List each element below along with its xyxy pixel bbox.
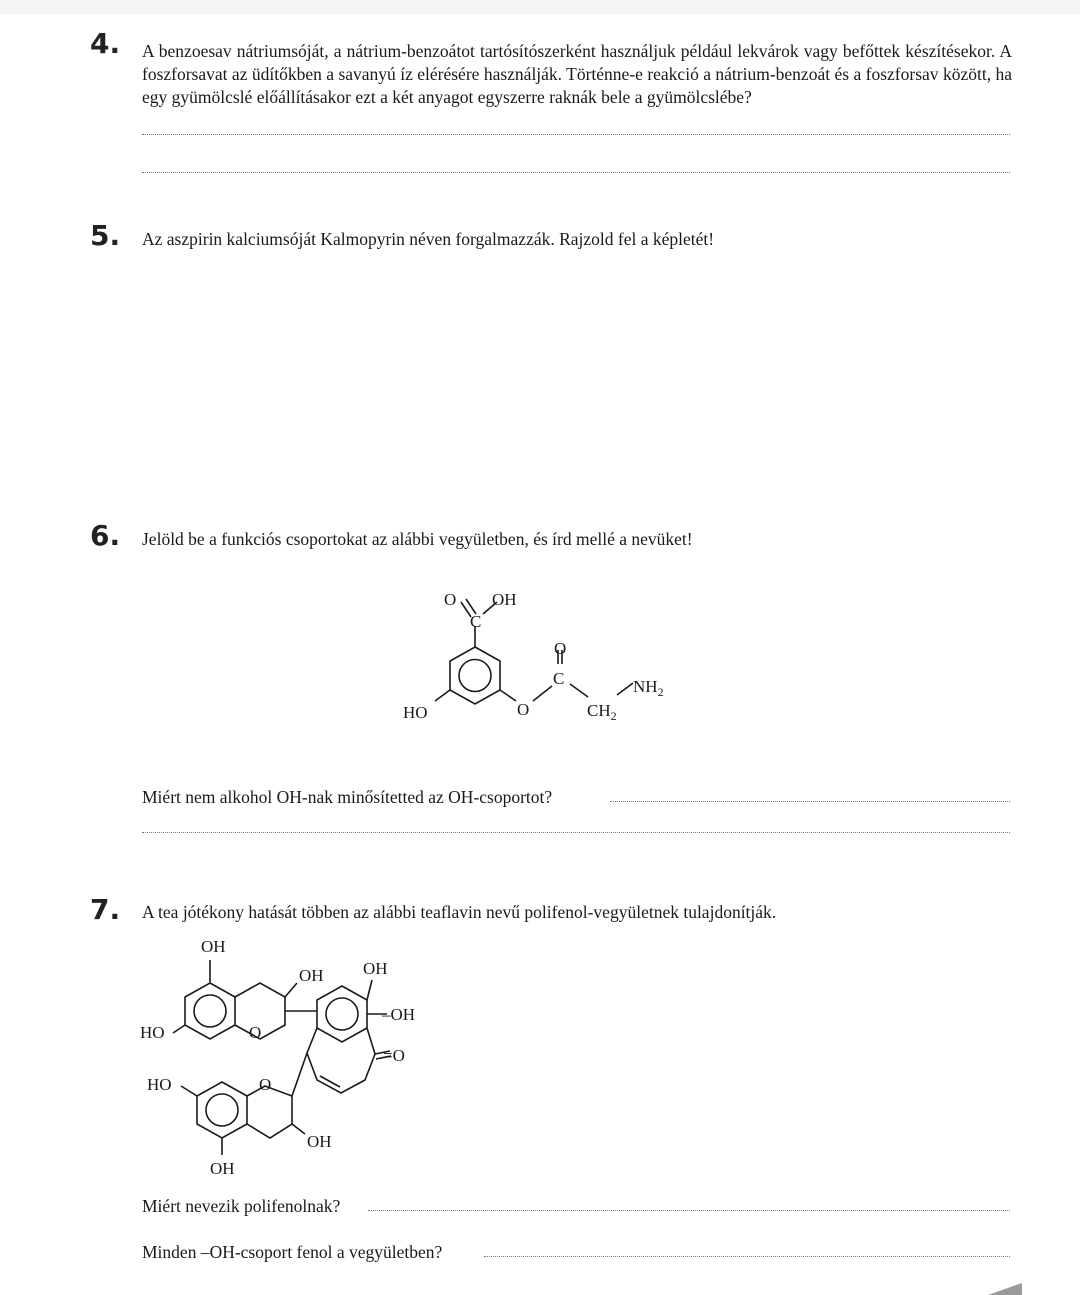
question-5-number: 5. xyxy=(90,219,121,252)
label-oh-right: –OH xyxy=(382,1005,416,1024)
question-6-number: 6. xyxy=(90,519,121,552)
answer-line-q7-1[interactable] xyxy=(368,1210,1010,1211)
page-top-edge xyxy=(0,0,1080,14)
label-acid-c: C xyxy=(470,612,482,631)
label-acid-oh: OH xyxy=(492,590,517,609)
question-4-number: 4. xyxy=(90,27,121,60)
label-ho-q6: HO xyxy=(403,703,428,722)
aromatic-circle-q6 xyxy=(459,660,491,692)
label-ch2: $CH_2$ xyxy=(587,701,617,723)
label-ho-lower: HO xyxy=(147,1075,172,1094)
answer-line-q4-2[interactable] xyxy=(142,172,1010,173)
question-5-text: Az aszpirin kalciumsóját Kalmopyrin néven forgalmazzák. Rajzold fel a képletét! xyxy=(142,229,715,249)
question-7-text: A tea jótékony hatását többen az alábbi teaflavin nevű polifenol-vegyületnek tulajdonítják. xyxy=(142,902,777,922)
label-carbonyl-o: O xyxy=(444,590,457,609)
drawing-area-q5[interactable] xyxy=(142,262,1010,512)
label-oh-top: OH xyxy=(201,937,226,956)
label-ester-c: C xyxy=(553,669,565,688)
question-6-text: Jelöld be a funkciós csoportokat az alábbi vegyületben, és írd mellé a nevüket! xyxy=(142,529,693,549)
label-oh-lower-mid: OH xyxy=(307,1132,332,1151)
question-7-number: 7. xyxy=(90,893,121,926)
question-7-subquestion-1: Miért nevezik polifenolnak? xyxy=(142,1196,341,1216)
label-ester-o: O xyxy=(554,639,567,658)
label-o-ring1: O xyxy=(249,1023,262,1042)
label-oh-bottom: OH xyxy=(210,1159,235,1178)
answer-line-q6-1[interactable] xyxy=(610,801,1010,802)
answer-line-q4-1[interactable] xyxy=(142,134,1010,135)
benzotropolone-benzene-ring xyxy=(317,986,367,1042)
question-7-subquestion-2: Minden –OH-csoport fenol a vegyületben? xyxy=(142,1242,443,1262)
label-o-ring2: O xyxy=(259,1075,272,1094)
page-corner-marker xyxy=(988,1283,1022,1295)
answer-line-q7-2[interactable] xyxy=(484,1256,1010,1257)
question-4-text: A benzoesav nátriumsóját, a nátrium-benzoátot tartósítószerként használjuk például lekvárok vagy befőttek készítésekor. A foszforsavat az üdítőkben a savanyú íz elérésére használják. Történne-e reakció a nátrium-benzoát és a foszforsav között, ha egy gyümölcslé előállításakor ezt a két anyagot egyszerre raknák bele a gyümölcslébe? xyxy=(142,41,1012,107)
label-keto-o: =O xyxy=(383,1046,405,1065)
question-6-subquestion: Miért nem alkohol OH-nak minősítetted az OH-csoportot? xyxy=(142,787,553,807)
upper-benzene-ring xyxy=(185,983,235,1039)
lower-benzene-ring xyxy=(197,1082,247,1138)
label-oh-right-top: OH xyxy=(363,959,388,978)
answer-line-q6-2[interactable] xyxy=(142,832,1010,833)
label-nh2: $NH_2$ xyxy=(633,677,664,699)
structure-q7 xyxy=(135,930,435,1185)
structure-q6 xyxy=(395,580,695,740)
label-oh-mid: OH xyxy=(299,966,324,985)
benzene-ring-q6 xyxy=(450,647,500,704)
label-ho-left: HO xyxy=(140,1023,165,1042)
label-ether-o: O xyxy=(517,700,530,719)
